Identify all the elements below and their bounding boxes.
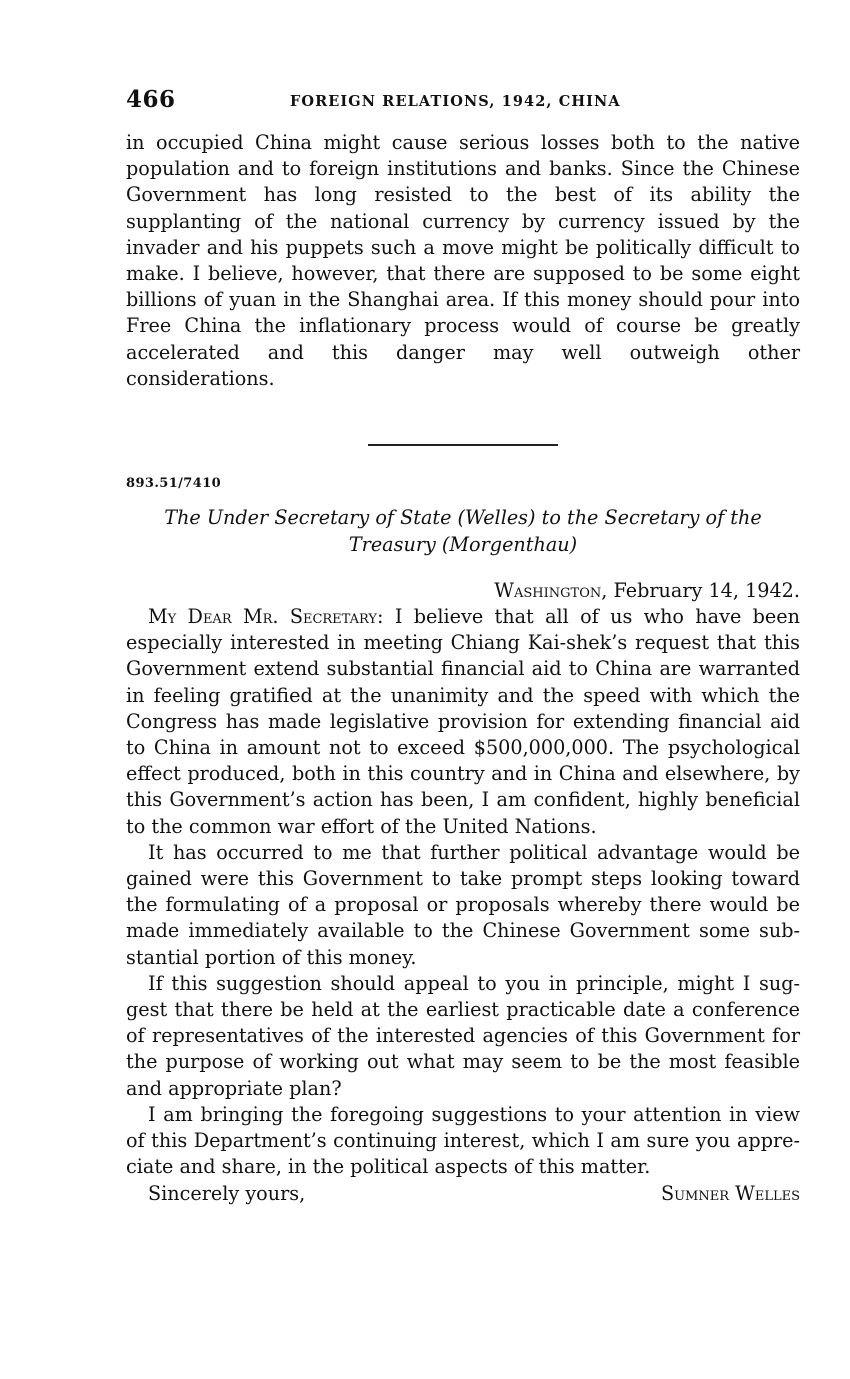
letter-paragraph-2: It has occurred to me that further political advantage would be gained were this Government to take prompt steps looking toward the formulating of a proposal or proposals whereby there would be made immediately available to the Chinese Government some substantial portion of this money. [126, 840, 800, 969]
document-page [126, 84, 800, 1207]
file-number: 893.51/7410 [126, 476, 222, 492]
dateline [126, 578, 800, 604]
document-title [126, 505, 800, 558]
letter-paragraph-4: I am bringing the foregoing suggestions to your attention in view of this Department’s continuing interest, which I am sure you appreciate and share, in the political aspects of this matter. [126, 1102, 800, 1179]
signature: Sumner Welles [660, 1181, 800, 1205]
section-divider [368, 444, 558, 446]
running-header [126, 84, 800, 120]
complimentary-close: Sincerely yours, [148, 1181, 306, 1205]
page-number: 466 [126, 86, 176, 113]
letter-paragraph-1-text: I believe that all of us who have been especially interested in meeting Chiang Kai-shek’s request that this Government extend substantial financial aid to China are warranted in feeling gratified at the unanimity and the speed with which the Congress has made legislative provision for extending financial aid to China in amount not to exceed $500,000,000. The psychological effect produced, both in this country and in China and elsewhere, by this Government’s action has been, I am confident, highly beneficial to the common war effort of the United Nations. [126, 605, 800, 838]
dateline-place: Washington, [494, 579, 608, 603]
letter-paragraph-1 [126, 604, 800, 840]
document-title-line-1: The Under Secretary of State (Welles) to the Secretary of the [164, 506, 762, 530]
document-title-line-2: Treasury (Morgenthau) [348, 532, 578, 556]
continued-paragraph: in occupied China might cause serious losses both to the native population and to foreign institutions and banks. Since the Chinese Government has long resisted to the best of its ability the supplanting of the national currency by currency issued by the invader and his puppets such a move might be politically difficult to make. I believe, however, that there are supposed to be some eight billions of yuan in the Shanghai area. If this money should pour into Free China the inflationary process would of course be greatly accelerated and this danger may well outweigh other considerations. [126, 131, 800, 390]
dateline-date: February 14, 1942. [613, 579, 800, 603]
letter-paragraph-3: If this suggestion should appeal to you in principle, might I suggest that there be held at the earliest practicable date a conference of representatives of the interested agencies of this Government for the purpose of working out what may seem to be the most feasible and appropriate plan? [126, 971, 800, 1100]
letter-closing [126, 1181, 800, 1207]
salutation: My Dear Mr. Secretary: [148, 605, 384, 629]
letter-body [126, 604, 800, 1180]
running-title: FOREIGN RELATIONS, 1942, CHINA [290, 93, 621, 110]
